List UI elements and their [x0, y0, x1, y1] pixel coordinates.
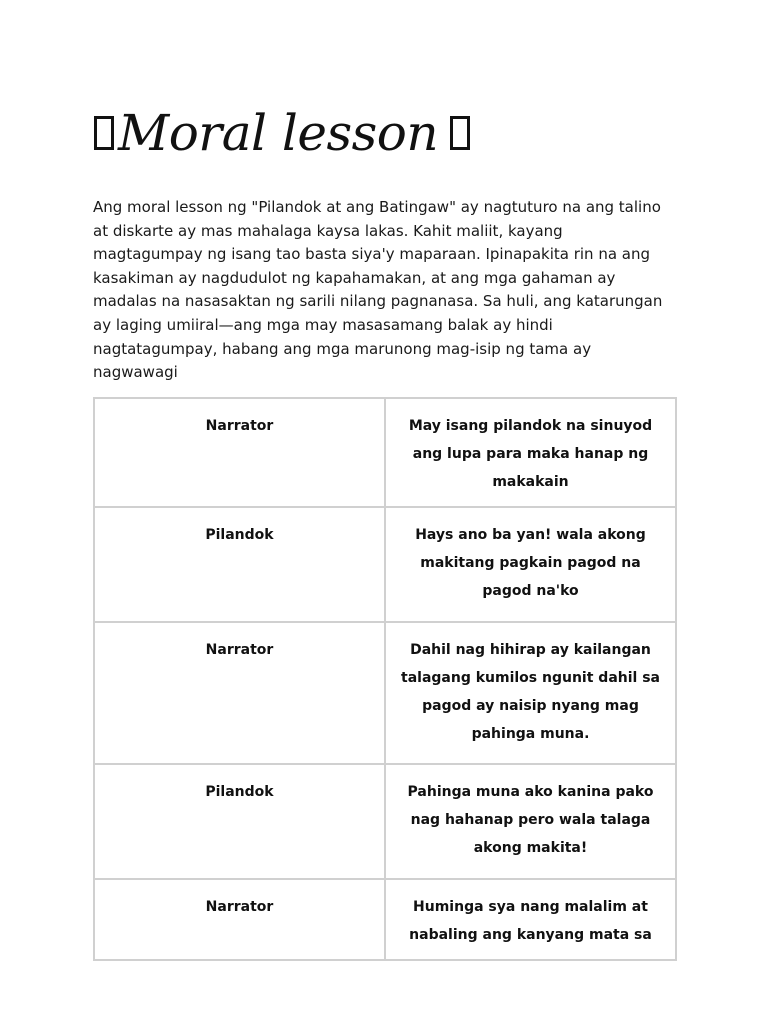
- speaker-cell: Pilandok: [94, 507, 385, 622]
- table-row: [94, 398, 676, 507]
- missing-glyph-icon: [450, 116, 470, 150]
- dialogue-cell: May isang pilandok na sinuyod ang lupa para maka hanap ng makakain: [385, 398, 676, 507]
- table-row: [94, 507, 676, 622]
- dialogue-cell: Pahinga muna ako kanina pako nag hahanap pero wala talaga akong makita!: [385, 764, 676, 879]
- missing-glyph-icon: [94, 116, 114, 150]
- dialogue-cell: Dahil nag hihirap ay kailangan talagang kumilos ngunit dahil sa pagod ay naisip nyang mag pahinga muna.: [385, 622, 676, 764]
- speaker-cell: Narrator: [94, 879, 385, 960]
- moral-lesson-paragraph: Ang moral lesson ng "Pilandok at ang Batingaw" ay nagtuturo na ang talino at diskarte ay mas mahalaga kaysa lakas. Kahit maliit, kayang magtagumpay ng isang tao basta siya'y maparaan. Ipinapakita rin na ang kasakiman ay nagdudulot ng kapahamakan, at ang mga gahaman ay madalas na nasasaktan ng sarili nilang pagnanasa. Sa huli, ang katarungan ay laging umiiral—ang mga may masasamang balak ay hindi nagtatagumpay, habang ang mga marunong mag-isip ng tama ay nagwawagi: [93, 198, 663, 382]
- script-table: [93, 397, 677, 961]
- table-row: [94, 622, 676, 764]
- table-row: [94, 764, 676, 879]
- page-title: [92, 98, 472, 168]
- dialogue-cell: Hays ano ba yan! wala akong makitang pagkain pagod na pagod na'ko: [385, 507, 676, 622]
- speaker-cell: Pilandok: [94, 764, 385, 879]
- page-title-text: Moral lesson: [118, 104, 439, 162]
- speaker-cell: Narrator: [94, 622, 385, 764]
- dialogue-cell: Huminga sya nang malalim at nabaling ang kanyang mata sa: [385, 879, 676, 960]
- speaker-cell: Narrator: [94, 398, 385, 507]
- table-row: [94, 879, 676, 960]
